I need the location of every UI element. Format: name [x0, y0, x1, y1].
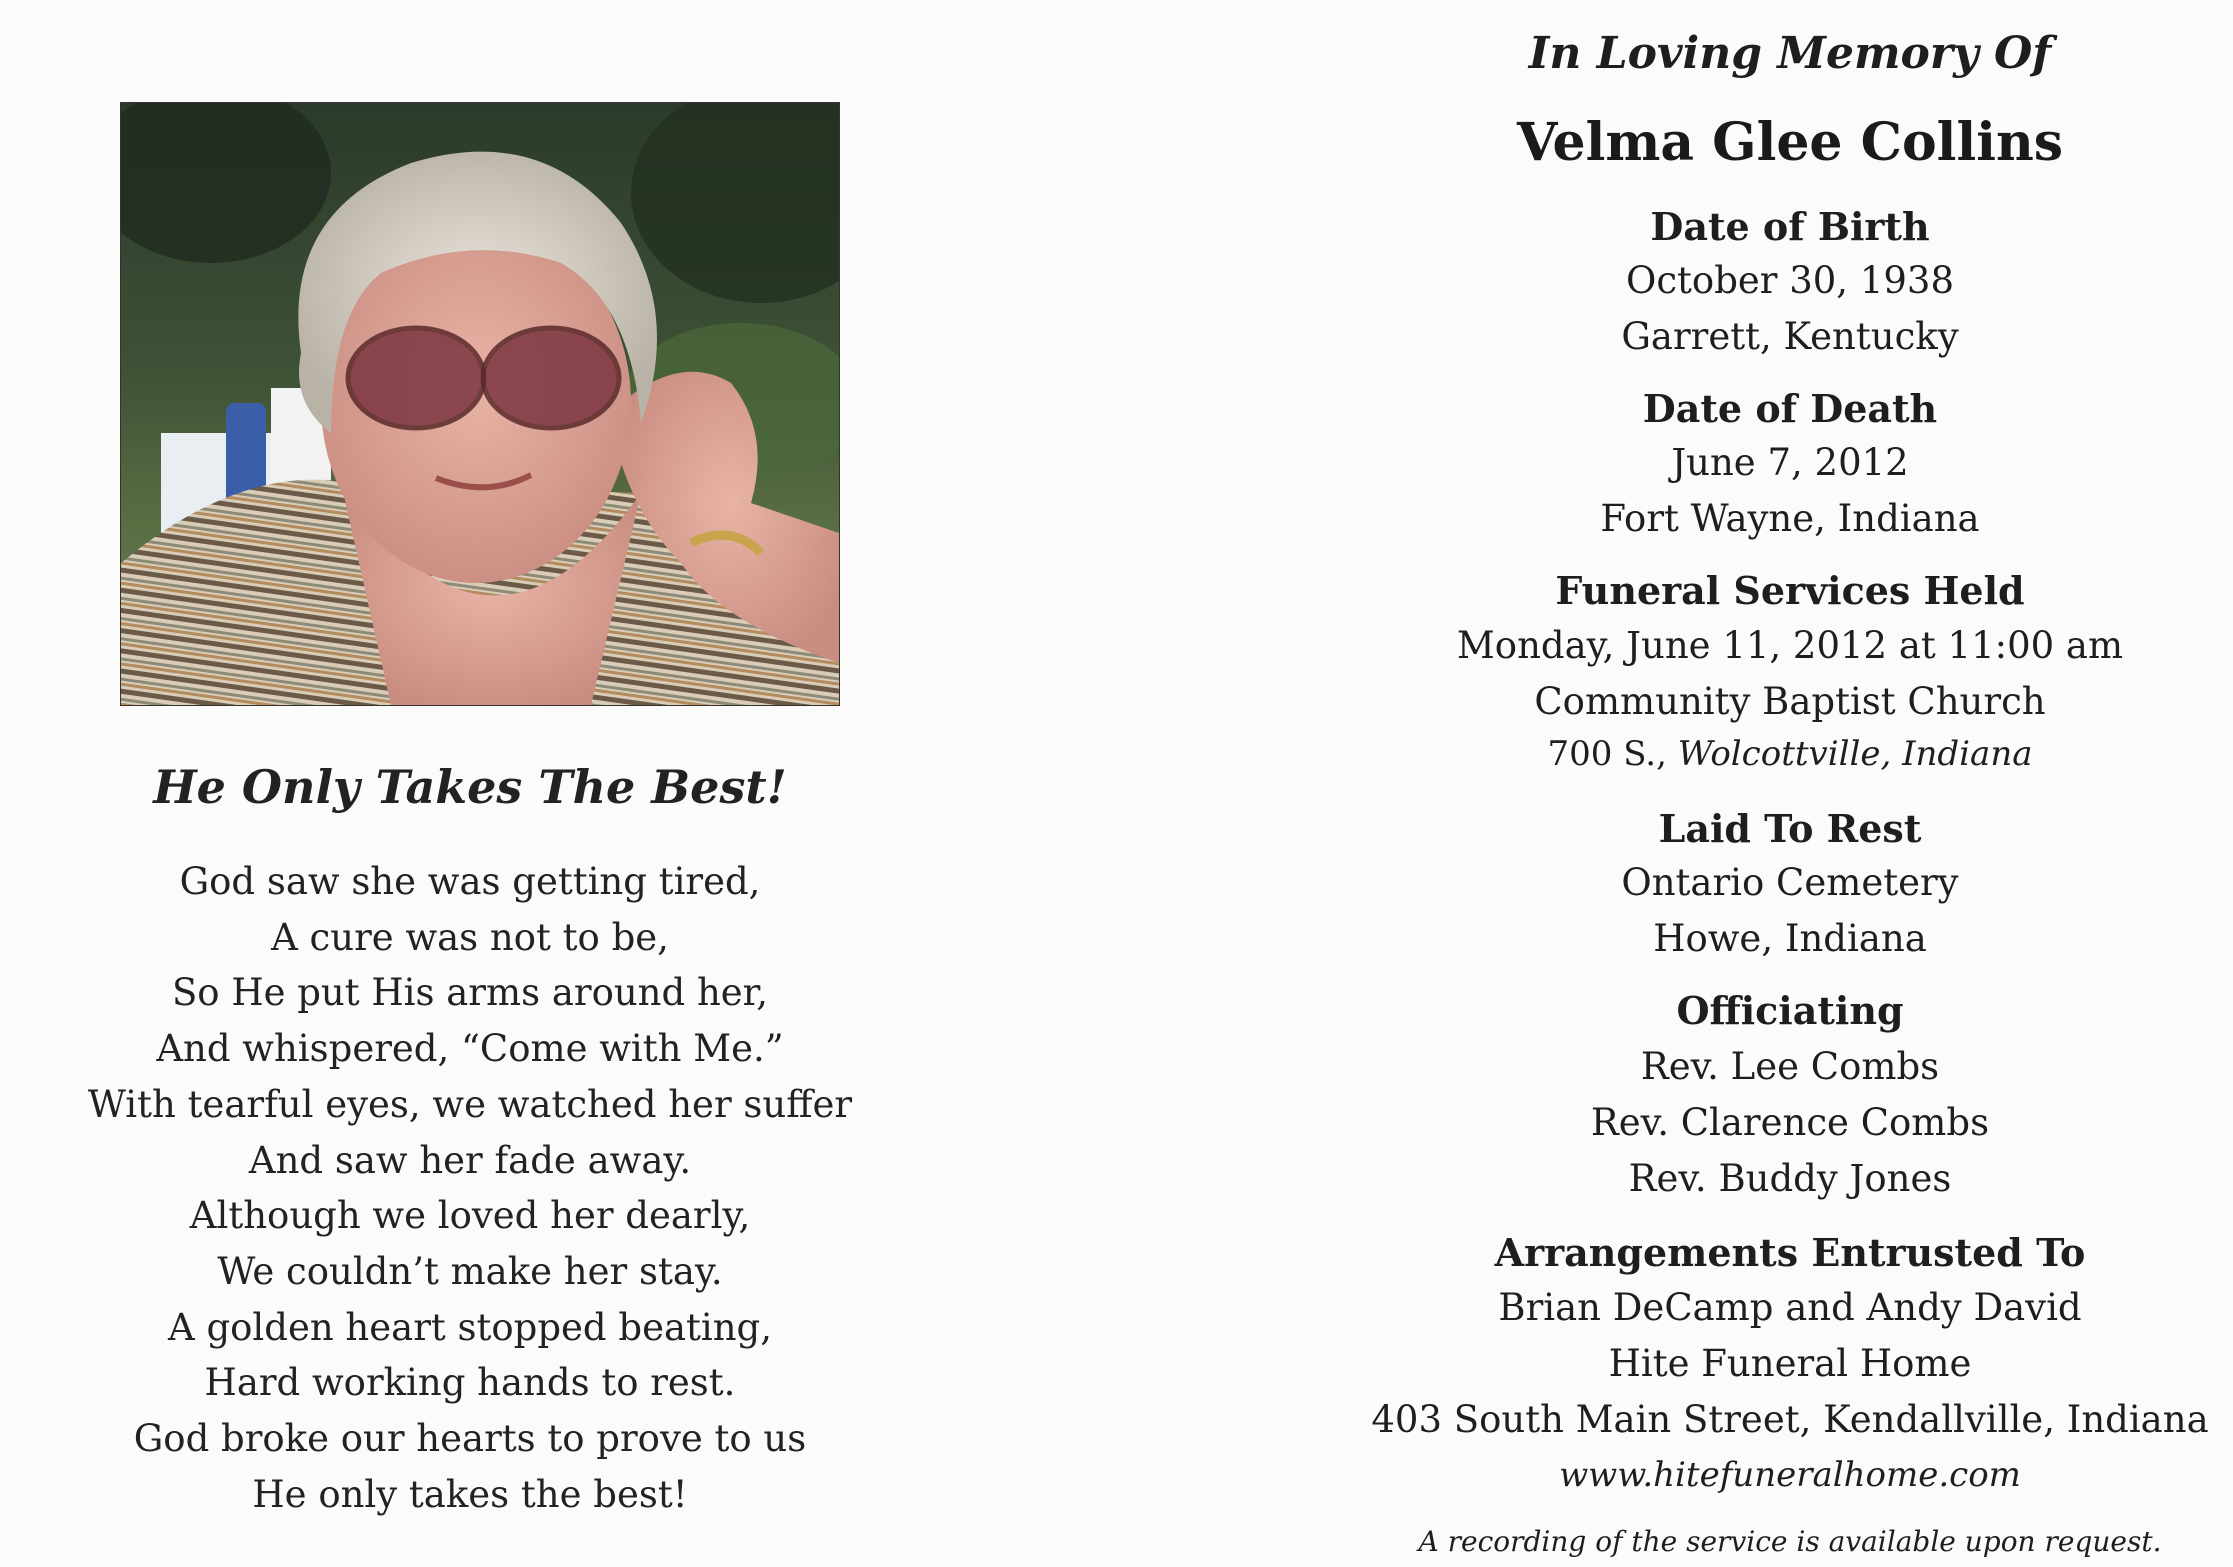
poem-line: And whispered, “Come with Me.” [156, 1027, 784, 1071]
poem-line: And saw her fade away. [248, 1138, 692, 1182]
portrait-photo [120, 102, 840, 706]
officiant-name: Rev. Buddy Jones [1628, 1157, 1952, 1200]
death-heading: Date of Death [1642, 386, 1938, 431]
memorial-intro: In Loving Memory Of [1528, 28, 2052, 79]
death-place: Fort Wayne, Indiana [1600, 497, 1980, 540]
rest-place: Howe, Indiana [1653, 917, 1927, 960]
services-address-city: Wolcottville, Indiana [1677, 734, 2033, 774]
officiant-name: Rev. Clarence Combs [1590, 1101, 1990, 1144]
poem-line: He only takes the best! [252, 1472, 688, 1516]
birth-place: Garrett, Kentucky [1621, 315, 1959, 358]
portrait-image [121, 103, 839, 705]
services-heading: Funeral Services Held [1555, 568, 2025, 613]
poem-body [40, 854, 900, 1522]
poem-line: Although we loved her dearly, [189, 1194, 751, 1238]
poem-line: A golden heart stopped beating, [167, 1305, 772, 1349]
birth-date: October 30, 1938 [1626, 259, 1954, 302]
poem-line: Hard working hands to rest. [204, 1361, 736, 1405]
services-location: Community Baptist Church [1534, 680, 2046, 723]
poem-line: So He put His arms around her, [171, 971, 769, 1015]
rest-cemetery: Ontario Cemetery [1621, 861, 1959, 904]
poem-line: God broke our hearts to prove to us [133, 1417, 807, 1461]
poem-line: We couldn’t make her stay. [217, 1249, 723, 1293]
deceased-name: Velma Glee Collins [1516, 112, 2064, 173]
arrangements-heading: Arrangements Entrusted To [1494, 1230, 2086, 1275]
services-address-street: 700 S., [1547, 734, 1678, 774]
death-date: June 7, 2012 [1671, 441, 1909, 484]
arrangements-people: Brian DeCamp and Andy David [1498, 1286, 2082, 1329]
services-address [1310, 734, 2233, 774]
poem-line: With tearful eyes, we watched her suffer [87, 1082, 853, 1126]
funeral-home-website: www.hitefuneralhome.com [1559, 1455, 2021, 1495]
poem-line: A cure was not to be, [271, 915, 669, 959]
poem-title: He Only Takes The Best! [153, 760, 787, 814]
officiant-name: Rev. Lee Combs [1640, 1045, 1940, 1088]
funeral-home-address: 403 South Main Street, Kendallville, Indiana [1371, 1398, 2209, 1441]
birth-heading: Date of Birth [1650, 204, 1930, 249]
poem-line: God saw she was getting tired, [179, 860, 761, 903]
officiating-heading: Officiating [1676, 988, 1904, 1033]
services-datetime: Monday, June 11, 2012 at 11:00 am [1456, 624, 2124, 667]
recording-note: A recording of the service is available upon request. [1418, 1525, 2162, 1558]
rest-heading: Laid To Rest [1658, 806, 1922, 851]
funeral-home-name: Hite Funeral Home [1608, 1342, 1972, 1385]
